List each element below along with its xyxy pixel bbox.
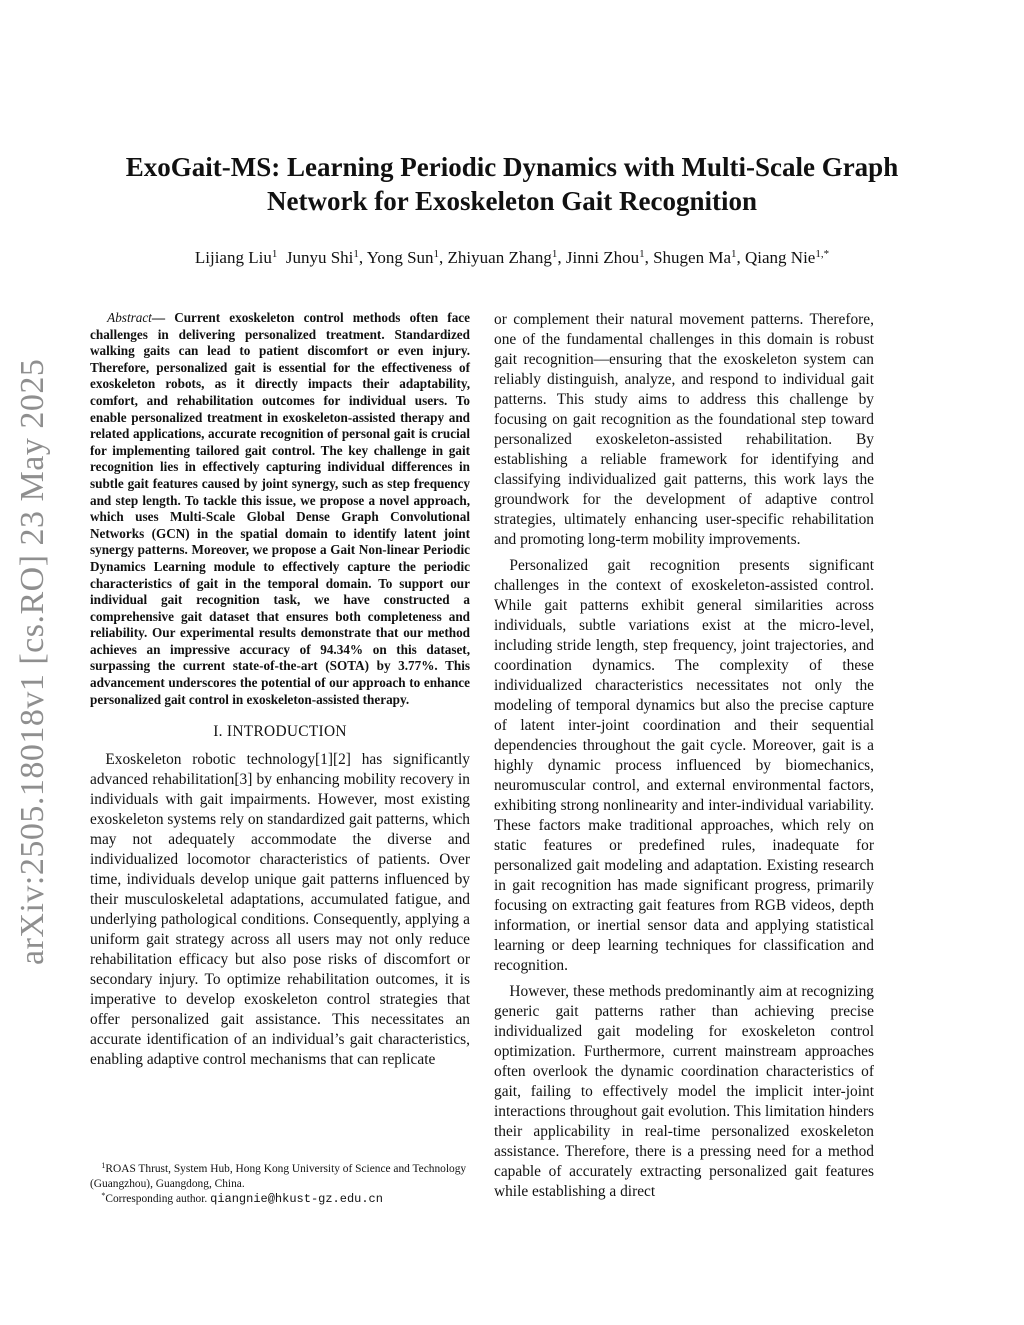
paper-title bbox=[100, 150, 924, 218]
body-paragraph: However, these methods predominantly aim at recognizing generic gait patterns rather than achieving precise individualized gait modeling for exoskeleton control optimization. Furthermore, current mainstream approaches often overlook the dynamic coordination characteristics of gait, failing to effectively model the implicit inter-joint interactions throughout gait evolution. This limitation hinders their applicability in real-time personalized exoskeleton assistance. Therefore, there is a pressing need for a method capable of accurately extracting personalized gait features while establishing a direct bbox=[494, 983, 874, 1200]
author: Yong Sun$^1$, bbox=[366, 248, 448, 267]
author: Qiang Nie$^{1,*}$ bbox=[745, 248, 830, 267]
title-line-2: Network for Exoskeleton Gait Recognition bbox=[267, 186, 757, 216]
corresponding-email: qiangnie@hkust-gz.edu.cn bbox=[210, 1192, 383, 1206]
left-column bbox=[90, 310, 470, 1070]
body-paragraph: Personalized gait recognition presents significant challenges in the context of exoskeleton-assisted control. While gait patterns exhibit general similarities across individuals, subtle variations exist at the micro-level, including stride length, step frequency, joint trajectories, and coordination dynamics. The complexity of these individualized characteristics necessitates not only the modeling of temporal dynamics but also the precise capture of latent inter-joint coordination and their sequential dependencies throughout the gait cycle. Moreover, gait is a highly dynamic process influenced by biomechanics, neuromuscular control, and external environmental factors, exhibiting strong nonlinearity and inter-individual variability. These factors make traditional approaches, which rely on static features or predefined rules, inadequate for personalized gait modeling and adaptation. Existing research in gait recognition has made significant progress, primarily focusing on extracting gait features from RGB videos, depth information, or inertial sensor data and applying statistical learning or deep learning techniques for classification and recognition. bbox=[494, 557, 874, 974]
author: Shugen Ma$^1$, bbox=[653, 248, 746, 267]
right-column bbox=[494, 310, 874, 1202]
section-heading-introduction: I. INTRODUCTION bbox=[213, 723, 347, 741]
body-paragraph: or complement their natural movement patterns. Therefore, one of the fundamental challenges in this domain is robust gait recognition—ensuring that the exoskeleton system can reliably distinguish, analyze, and respond to individual gait patterns. This study aims to address this challenge by focusing on gait recognition as the foundational step toward personalized exoskeleton-assisted rehabilitation. By establishing a reliable framework for identifying and classifying individualized gait patterns, this work lays the groundwork for the development of adaptive control strategies, ultimately enhancing user-specific rehabilitation and promoting long-term mobility improvements. bbox=[494, 311, 874, 548]
footnotes bbox=[90, 1162, 470, 1207]
arxiv-identifier-stamp: arXiv:2505.18018v1 [cs.RO] 23 May 2025 bbox=[14, 358, 51, 965]
abstract-dash: — bbox=[151, 310, 175, 325]
abstract-label: Abstract bbox=[107, 310, 152, 325]
author: Jinni Zhou$^1$, bbox=[565, 248, 654, 267]
author: Junyu Shi$^1$, bbox=[285, 248, 367, 267]
author: Lijiang Liu$^1$ bbox=[194, 248, 278, 267]
author: Zhiyuan Zhang$^1$, bbox=[447, 248, 566, 267]
intro-paragraph: Exoskeleton robotic technology[1][2] has significantly advanced rehabilitation[3] by enhancing mobility recovery in individuals with gait impairments. However, most existing exoskeleton systems rely on standardized gait patterns, which may not adequately accommodate the diverse and individualized locomotor characteristics of patients. Over time, individuals develop unique gait patterns influenced by their musculoskeletal adaptations, accumulated fatigue, and underlying pathological conditions. Consequently, applying a uniform gait strategy across all users may not only reduce rehabilitation efficacy but also pose risks of discomfort or secondary injury. To optimize rehabilitation outcomes, it is imperative to develop exoskeleton control strategies that offer personalized gait assistance. This necessitates an accurate identification of an individual’s gait characteristics, enabling adaptive control mechanisms that can replicate bbox=[90, 751, 470, 1069]
title-line-1: ExoGait-MS: Learning Periodic Dynamics with Multi-Scale Graph bbox=[125, 152, 899, 182]
affiliation-footnote: $^1$ROAS Thrust, System Hub, Hong Kong University of Science and Technology (Guangzhou), Guangdong, China. bbox=[90, 1161, 467, 1190]
abstract-text: Current exoskeleton control methods often face challenges in delivering personalized treatment. Standardized walking gaits can lead to patient discomfort or even injury. Therefore, personalized gait is essential for the effectiveness of exoskeleton robots, as it directly impacts their adaptability, comfort, and rehabilitation outcomes for individual users. To enable personalized treatment in exoskeleton-assisted therapy and related applications, accurate recognition of personal gait is crucial for implementing tailored gait control. The key challenge in gait recognition lies in effectively capturing individual differences in subtle gait features caused by joint synergy, such as step frequency and step length. To tackle this issue, we propose a novel approach, which uses Multi-Scale Global Dense Graph Convolutional Networks (GCN) in the spatial domain to identify latent joint synergy patterns. Moreover, we propose a Gait Non-linear Periodic Dynamics Learning module to effectively capture the periodic characteristics of gait in the temporal domain. To support our individual gait recognition task, we have constructed a comprehensive gait dataset that ensures both completeness and reliability. Our experimental results demonstrate that our method achieves an impressive accuracy of 94.34% on this dataset, surpassing the current state-of-the-art (SOTA) by 3.77%. This advancement underscores the potential of our approach to enhance personalized gait control in exoskeleton-assisted therapy. bbox=[90, 310, 470, 707]
author-list bbox=[60, 246, 964, 270]
abstract bbox=[90, 310, 470, 708]
corresponding-author-footnote: *Corresponding author. qiangnie@hkust-gz.edu.cn bbox=[101, 1191, 383, 1206]
